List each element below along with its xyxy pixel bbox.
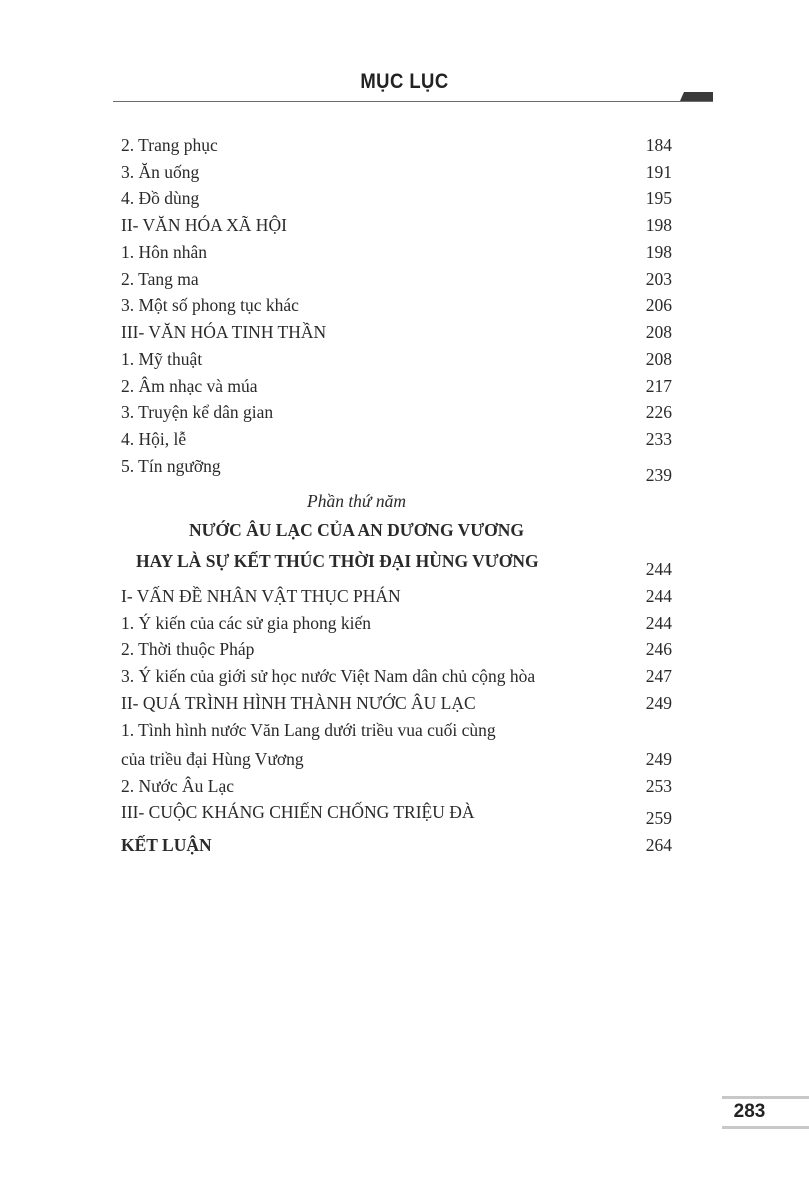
toc-section-page: 244 <box>645 586 672 606</box>
toc-entry-page: 247 <box>645 666 672 686</box>
footer-rule-bottom <box>722 1126 809 1129</box>
toc-entry-text: 3. Ăn uống <box>121 162 200 182</box>
footer-rule-top <box>722 1096 809 1099</box>
toc-entry-text: 1. Hôn nhân <box>121 242 208 262</box>
toc-entry-text: 1. Mỹ thuật <box>121 349 203 369</box>
toc-entry-page: 246 <box>645 639 672 659</box>
toc-conclusion-page: 264 <box>645 835 672 855</box>
toc-entry-text: 2. Nước Âu Lạc <box>121 776 235 796</box>
toc-section-text: II- QUÁ TRÌNH HÌNH THÀNH NƯỚC ÂU LẠC <box>121 693 476 713</box>
toc-entry-text: 5. Tín ngưỡng <box>121 456 221 476</box>
toc-entry-page: 239 <box>645 465 672 485</box>
toc-entry-text: 1. Ý kiến của các sử gia phong kiến <box>121 613 372 633</box>
page-number: 283 <box>733 1101 766 1122</box>
toc-entry-page: 195 <box>645 188 672 208</box>
toc-entry-text: 3. Ý kiến của giới sử học nước Việt Nam dân chủ cộng hòa <box>121 666 536 686</box>
toc-entry-text: 2. Tang ma <box>121 269 199 289</box>
toc-entry-page: 244 <box>645 613 672 633</box>
toc-section-text: III- VĂN HÓA TINH THẦN <box>121 322 327 342</box>
toc-section-page: 208 <box>645 322 672 342</box>
toc-entry-page: 233 <box>645 429 672 449</box>
toc-entry-page: 198 <box>645 242 672 262</box>
part-title-line1: NƯỚC ÂU LẠC CỦA AN DƯƠNG VƯƠNG <box>188 520 525 540</box>
toc-entry-page: 249 <box>645 749 672 769</box>
toc-entry-text: 3. Một số phong tục khác <box>121 295 299 315</box>
toc-section-text: II- VĂN HÓA XÃ HỘI <box>121 215 287 235</box>
toc-entry-page: 206 <box>645 295 672 315</box>
toc-entry-page: 226 <box>645 402 672 422</box>
toc-entry <box>121 455 672 487</box>
toc-entry-page: 191 <box>645 162 672 182</box>
toc-section-text: III- CUỘC KHÁNG CHIẾN CHỐNG TRIỆU ĐÀ <box>121 802 475 822</box>
toc-entry-page: 208 <box>645 349 672 369</box>
toc-entry-page: 217 <box>645 376 672 396</box>
toc-section-page: 249 <box>645 693 672 713</box>
toc-entry-page: 184 <box>645 135 672 155</box>
toc-section-text: I- VẤN ĐỀ NHÂN VẬT THỤC PHÁN <box>121 586 401 606</box>
toc-section-page: 198 <box>645 215 672 235</box>
part-label: Phần thứ năm <box>307 491 406 511</box>
toc-entry-text: của triều đại Hùng Vương <box>121 749 304 769</box>
toc-entry-page: 253 <box>645 776 672 796</box>
toc-entry-text: 4. Đồ dùng <box>121 188 200 208</box>
toc-entry-text: 3. Truyện kể dân gian <box>121 402 274 422</box>
part-title-line2-text: HAY LÀ SỰ KẾT THÚC THỜI ĐẠI HÙNG VƯƠNG <box>136 551 539 571</box>
toc-section-page: 259 <box>645 808 672 828</box>
toc-conclusion-text: KẾT LUẬN <box>121 835 212 855</box>
toc-entry-text: 1. Tình hình nước Văn Lang dưới triều vua cuối cùng <box>121 720 496 740</box>
toc-entry-page: 203 <box>645 269 672 289</box>
part-title-page: 244 <box>645 559 672 579</box>
toc-section <box>121 801 672 833</box>
toc-entry-text: 2. Trang phục <box>121 135 218 155</box>
toc-entry-text: 4. Hội, lễ <box>121 429 187 449</box>
page-title: MỤC LỤC <box>360 70 449 93</box>
toc-entry-text: 2. Âm nhạc và múa <box>121 376 258 396</box>
toc-entry-text: 2. Thời thuộc Pháp <box>121 639 255 659</box>
